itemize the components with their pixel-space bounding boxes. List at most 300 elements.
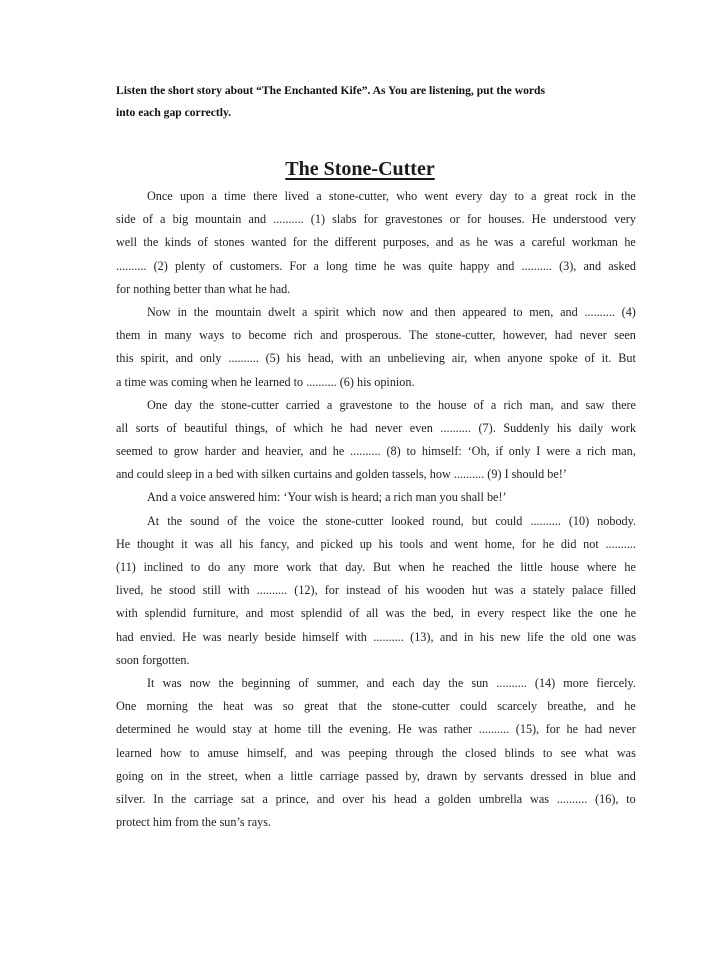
story-word: saw <box>585 397 605 412</box>
story-word: little <box>520 560 543 574</box>
story-word: prince, <box>275 791 310 806</box>
story-word: (10) <box>568 513 590 528</box>
story-word: his <box>404 583 420 598</box>
story-word: prosperous. <box>345 328 402 343</box>
story-word: home <box>274 722 302 737</box>
story-word: it <box>180 536 188 551</box>
story-word: stone-cutter, <box>435 328 496 343</box>
story-word: blue <box>590 768 612 783</box>
story-line <box>116 765 636 788</box>
story-line <box>116 417 636 440</box>
story-word: never <box>579 328 607 343</box>
story-word: more <box>563 675 589 690</box>
story-word: many <box>164 328 192 343</box>
story-word: carried <box>285 397 320 412</box>
story-word: grow <box>173 444 199 459</box>
story-word: long <box>326 258 348 273</box>
story-word: spoke <box>549 351 578 366</box>
story-word: looked <box>391 513 425 528</box>
story-word: street, <box>208 768 238 783</box>
story-word: a <box>575 444 582 459</box>
story-word: day. <box>345 560 366 574</box>
story-word: .......... <box>556 791 588 806</box>
story-word: voice <box>268 513 295 528</box>
story-word: and <box>596 699 615 714</box>
story-word: .......... <box>530 513 561 528</box>
story-word: splendid <box>144 606 186 621</box>
story-word: amuse <box>207 745 239 760</box>
story-word: the <box>620 189 636 203</box>
story-word: would <box>195 722 226 737</box>
story-word: then <box>434 304 456 319</box>
story-word: the <box>411 606 427 621</box>
story-line <box>116 486 636 509</box>
story-word: only <box>199 351 222 366</box>
story-word: were <box>546 444 570 459</box>
story-word: of <box>197 235 208 250</box>
story-word: the <box>302 513 318 528</box>
story-word: a <box>520 583 526 598</box>
story-word: passed <box>365 768 399 783</box>
instructions <box>116 80 636 124</box>
story-word: closed <box>465 745 497 760</box>
story-line <box>116 579 636 602</box>
story-word: sat <box>241 791 255 806</box>
story-word: careful <box>531 235 566 250</box>
story-word: upon <box>179 189 205 203</box>
story-word: a <box>531 189 537 203</box>
story-word: of <box>166 420 177 435</box>
story-line <box>116 347 636 370</box>
story-word: a <box>424 791 431 806</box>
story-line <box>116 301 636 324</box>
story-word: gravestone <box>339 397 393 412</box>
story-word: servants <box>483 768 524 783</box>
story-word: and <box>309 444 327 459</box>
story-word: the <box>578 606 593 621</box>
story-word: for <box>324 583 339 598</box>
story-word: (4) <box>621 304 636 319</box>
story-word: fiercely. <box>596 675 636 690</box>
story-word: drawn <box>426 768 458 783</box>
story-word: any <box>228 560 246 574</box>
story-word: and <box>430 536 448 551</box>
story-word: unbelieving <box>387 351 445 366</box>
story-word: the <box>193 304 209 319</box>
story-word: heavier, <box>265 444 304 459</box>
story-word: (14) <box>534 675 556 690</box>
story-word: and <box>439 629 458 644</box>
story-word: himself <box>302 629 339 644</box>
instructions-line-2: into each gap correctly. <box>116 106 232 119</box>
story-word: quite <box>428 258 453 273</box>
story-word: was <box>321 745 341 760</box>
story-word: through <box>395 745 434 760</box>
story-word: all <box>366 606 379 621</box>
story-word: the <box>245 513 261 528</box>
story-word: to <box>514 189 524 203</box>
story-word: was <box>402 258 422 273</box>
story-word: all <box>220 536 233 551</box>
story-word: the <box>549 629 565 644</box>
story-word: he <box>624 699 636 714</box>
story-word: .......... <box>478 722 510 737</box>
story-word: had <box>349 420 368 435</box>
story-word: .......... <box>584 304 615 319</box>
story-word: house <box>438 397 467 412</box>
story-line <box>116 556 636 579</box>
story-word: customers. <box>229 258 283 273</box>
story-word: seemed <box>116 444 153 459</box>
story-word: happy <box>459 258 490 273</box>
story-word: dwelt <box>268 304 296 319</box>
story-word: at <box>258 722 268 737</box>
story-word: to <box>406 444 416 459</box>
story-word: dressed <box>530 768 567 783</box>
story-word: reached <box>451 560 490 574</box>
story-word: stone-cutter <box>392 699 450 714</box>
story-word: At <box>147 513 160 528</box>
story-word: was <box>194 536 214 551</box>
story-word: great <box>303 699 329 714</box>
story-word: and <box>320 328 338 343</box>
story-word: stone-cutter, <box>328 189 389 203</box>
story-word: very <box>614 212 636 227</box>
story-word: One <box>116 699 137 714</box>
story-title-container <box>0 158 720 181</box>
story-word: had <box>584 722 603 737</box>
story-word: he <box>177 722 189 737</box>
story-word: this <box>116 351 134 366</box>
story-word: to <box>231 328 242 343</box>
story-word: not <box>583 536 599 551</box>
story-word: side <box>116 212 136 227</box>
story-word: went <box>454 536 479 551</box>
story-word: houses. <box>488 212 525 227</box>
story-word: furniture, <box>192 606 239 621</box>
story-word: himself, <box>247 745 287 760</box>
story-word: nobody. <box>597 513 636 528</box>
story-word: understood <box>552 212 608 227</box>
story-word: for <box>521 536 536 551</box>
story-line <box>116 533 636 556</box>
story-word: time <box>224 189 246 203</box>
story-word: scarcely <box>497 699 538 714</box>
story-word: of <box>212 258 223 273</box>
story-word: now <box>382 304 404 319</box>
story-word: and <box>435 235 454 250</box>
story-line <box>116 695 636 718</box>
story-word: of <box>227 513 238 528</box>
story-line <box>116 231 636 254</box>
story-word: stones <box>214 235 245 250</box>
story-line <box>116 463 636 486</box>
story-word: when <box>244 768 272 783</box>
story-word: in <box>604 189 614 203</box>
story-word: .......... <box>256 583 288 598</box>
story-word: and <box>496 258 515 273</box>
story-word: the <box>143 235 159 250</box>
story-word: The <box>409 328 428 343</box>
story-word: day <box>422 675 441 690</box>
story-word: round, <box>432 513 464 528</box>
story-word: with <box>227 583 250 598</box>
story-word: envied. <box>140 629 176 644</box>
story-word: stone-cutter <box>221 397 279 412</box>
story-word: He <box>397 722 412 737</box>
story-word: was <box>162 675 182 690</box>
story-line <box>116 255 636 278</box>
story-word: a <box>519 235 526 250</box>
story-word: was <box>530 791 549 806</box>
story-word: inclined <box>143 560 183 574</box>
story-word: for <box>363 212 378 227</box>
story-word: but <box>471 513 488 528</box>
story-word: for <box>466 212 482 227</box>
story-word: bed, <box>433 606 454 621</box>
story-word: .......... <box>228 351 259 366</box>
story-word: determined <box>116 722 171 737</box>
story-word: to <box>158 444 168 459</box>
story-word: beautiful <box>184 420 228 435</box>
story-word: them <box>116 328 141 343</box>
story-word: (16), <box>595 791 619 806</box>
story-word: workman <box>571 235 618 250</box>
story-word: was <box>418 722 438 737</box>
story-word: carriage <box>193 791 234 806</box>
story-word: was <box>617 629 636 644</box>
story-word: lived, <box>116 583 144 598</box>
story-word: sound <box>190 513 220 528</box>
story-word: was <box>202 629 222 644</box>
story-word: his <box>286 351 301 366</box>
story-word: of <box>349 606 360 621</box>
story-word: or <box>449 212 460 227</box>
story-line <box>116 371 636 394</box>
story-word: every <box>477 606 505 621</box>
story-word: It <box>147 675 155 690</box>
story-word: anyone <box>507 351 543 366</box>
story-word: mountain <box>195 212 242 227</box>
story-word: the <box>167 513 183 528</box>
story-word: there <box>253 189 278 203</box>
story-word: wanted <box>251 235 287 250</box>
story-word: instead <box>346 583 381 598</box>
story-word: One <box>147 397 168 412</box>
story-word: when <box>398 560 425 574</box>
story-word: mountain <box>215 304 262 319</box>
story-word: golden <box>437 791 472 806</box>
story-word: different <box>334 235 377 250</box>
story-word: Once <box>147 189 173 203</box>
story-word: home, <box>484 536 515 551</box>
story-word: wooden <box>426 583 465 598</box>
story-word: and <box>560 397 579 412</box>
story-line <box>116 510 636 533</box>
story-word: the <box>327 722 343 737</box>
story-word: .......... <box>350 444 381 459</box>
story-word: men, <box>529 304 554 319</box>
story-word: gravestones <box>384 212 443 227</box>
story-word: But <box>372 560 391 574</box>
story-word: he <box>476 235 488 250</box>
story-body <box>116 185 636 834</box>
story-line <box>116 811 636 834</box>
story-word: big <box>172 212 189 227</box>
story-word: evening. <box>349 722 391 737</box>
story-word: man, <box>529 397 554 412</box>
story-line <box>116 718 636 741</box>
story-word: there <box>611 397 636 412</box>
story-word: head, <box>307 351 334 366</box>
story-word: he <box>432 560 445 574</box>
story-word: in <box>177 304 187 319</box>
story-word: up <box>359 536 372 551</box>
story-word: it. <box>601 351 612 366</box>
story-word: .......... <box>605 536 636 551</box>
story-word: heat <box>223 699 244 714</box>
story-word: .......... <box>273 212 304 227</box>
story-line <box>116 742 636 765</box>
story-word: ways <box>199 328 225 343</box>
story-word: in <box>460 606 471 621</box>
story-word: daily <box>578 420 604 435</box>
story-word: plenty <box>174 258 206 273</box>
story-word: work <box>286 560 312 574</box>
story-word: so <box>282 699 294 714</box>
story-word: (8) <box>386 444 401 459</box>
story-word: in <box>463 629 474 644</box>
story-line <box>116 602 636 625</box>
story-word: a <box>262 791 268 806</box>
story-word: lived <box>284 189 310 203</box>
story-word: he <box>624 606 636 621</box>
story-word: how <box>160 745 182 760</box>
story-line <box>116 672 636 695</box>
story-word: every <box>455 189 483 203</box>
story-word: the <box>198 699 213 714</box>
story-word: I <box>536 444 541 459</box>
story-word: who <box>396 189 418 203</box>
story-word: day <box>489 189 508 203</box>
story-word: rich <box>503 397 523 412</box>
story-word: his <box>239 536 254 551</box>
story-word: by <box>464 768 477 783</box>
story-word: his <box>479 629 495 644</box>
story-word: Suddenly <box>503 420 550 435</box>
story-word: now <box>189 675 211 690</box>
story-word: asked <box>608 258 636 273</box>
story-line <box>116 185 636 208</box>
story-word: where <box>586 560 617 574</box>
story-word: he <box>624 235 636 250</box>
story-word: he <box>383 258 396 273</box>
story-word: the <box>416 397 431 412</box>
story-word: blinds <box>504 745 535 760</box>
story-word: umbrella <box>478 791 523 806</box>
story-word: the <box>448 675 464 690</box>
story-word: For <box>289 258 307 273</box>
story-word: He <box>116 536 131 551</box>
story-line-text: for nothing better than what he had. <box>116 281 291 296</box>
story-word: day <box>174 397 193 412</box>
story-word: each <box>392 675 415 690</box>
story-word: well <box>116 235 137 250</box>
story-word: Now <box>147 304 171 319</box>
story-line <box>116 324 636 347</box>
story-word: his <box>371 791 387 806</box>
story-word: went <box>424 189 449 203</box>
story-word: morning <box>146 699 188 714</box>
story-word: even <box>409 420 433 435</box>
story-word: the <box>186 768 202 783</box>
story-word: to <box>190 560 201 574</box>
story-word: rich <box>587 444 606 459</box>
story-word: and <box>245 606 264 621</box>
story-word: could <box>495 513 523 528</box>
story-line <box>116 649 636 672</box>
story-word: still <box>202 583 221 598</box>
story-word: was <box>494 235 514 250</box>
story-word: things, <box>235 420 268 435</box>
story-word: and <box>410 304 428 319</box>
story-word: only <box>508 444 531 459</box>
story-word: with <box>116 606 138 621</box>
story-word: his <box>378 536 393 551</box>
story-word: He <box>181 629 197 644</box>
story-word: till <box>307 722 322 737</box>
story-word: In <box>153 791 164 806</box>
story-word: fancy, <box>260 536 290 551</box>
story-word: a <box>313 258 319 273</box>
story-word: .......... <box>521 258 552 273</box>
story-word: an <box>369 351 381 366</box>
story-word: had <box>554 328 573 343</box>
story-word: on <box>150 768 163 783</box>
story-word: of <box>275 420 286 435</box>
story-word: as <box>459 235 470 250</box>
story-word: .......... <box>373 629 404 644</box>
story-line-text: soon forgotten. <box>116 652 190 667</box>
story-line <box>116 626 636 649</box>
story-word: to <box>189 745 200 760</box>
story-word: man, <box>611 444 636 459</box>
story-word: .......... <box>440 420 471 435</box>
story-word: the <box>441 745 457 760</box>
story-word: one <box>599 606 618 621</box>
story-word: to <box>513 304 523 319</box>
story-line <box>116 278 636 301</box>
story-line-text: a time was coming when he learned to .......... (6) his opinion. <box>116 374 415 389</box>
story-word: of <box>473 397 484 412</box>
story-word: spirit, <box>140 351 169 366</box>
story-word: (3), <box>559 258 577 273</box>
story-word: which <box>345 304 376 319</box>
story-word: a <box>278 768 284 783</box>
story-word: thought <box>136 536 175 551</box>
story-word: (15), <box>515 722 540 737</box>
story-word: ‘Oh, <box>467 444 490 459</box>
story-line-text: And a voice answered him: ‘Your wish is heard; a rich man you shall be!’ <box>147 490 507 505</box>
story-word: purposes, <box>382 235 430 250</box>
story-word: .......... <box>116 258 147 273</box>
story-word: all <box>116 420 129 435</box>
story-word: his <box>557 420 572 435</box>
story-word: a <box>160 212 166 227</box>
story-word: in <box>169 768 180 783</box>
story-word: and <box>296 536 314 551</box>
story-word: and <box>175 351 193 366</box>
